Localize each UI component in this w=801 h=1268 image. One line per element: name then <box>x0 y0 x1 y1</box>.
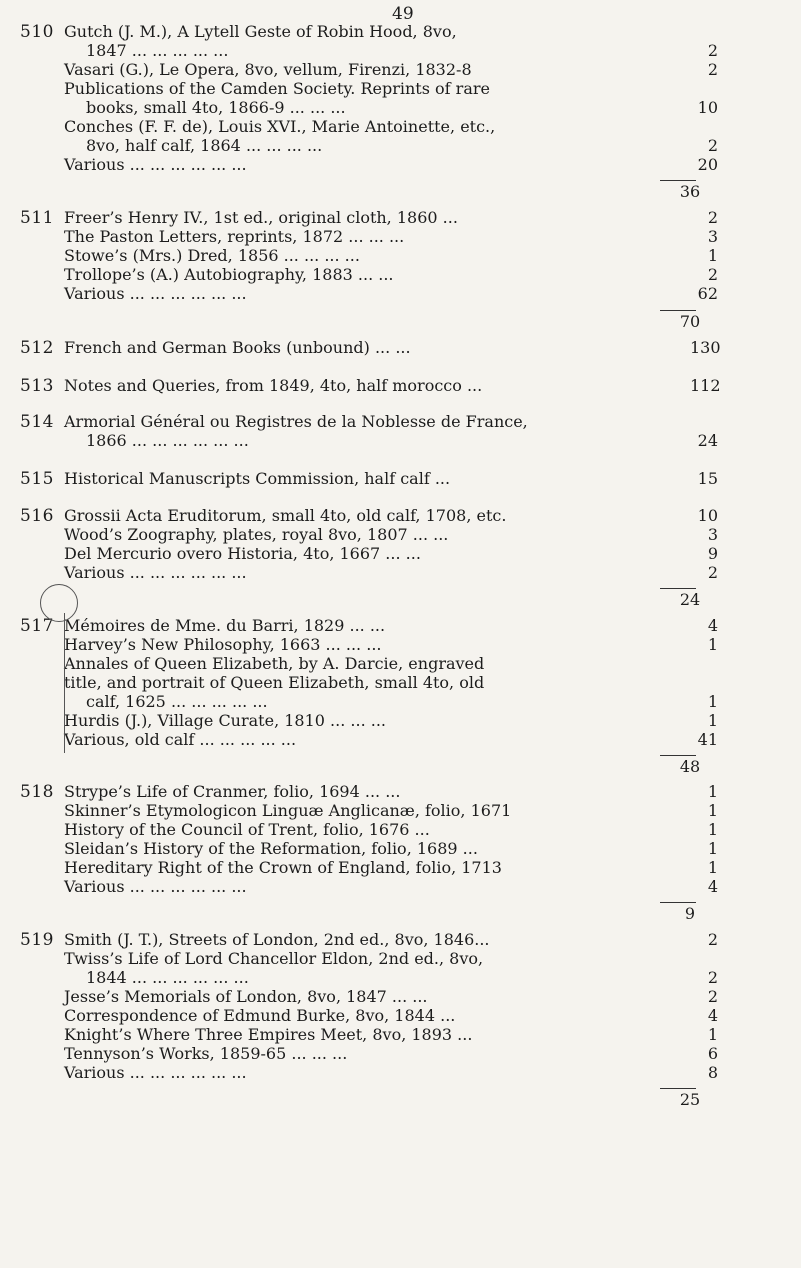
lot-entry: Historical Manuscripts Commission, half calf ... <box>64 469 451 488</box>
entry-count: 2 <box>707 987 718 1006</box>
lot-number: 515 <box>20 469 54 489</box>
lot-entry: calf, 1625 ... ... ... ... ... <box>86 692 268 711</box>
total-rule <box>660 1088 696 1089</box>
entry-count: 1 <box>707 839 718 858</box>
lot-entry: Tennyson’s Works, 1859-65 ... ... ... <box>64 1044 348 1063</box>
total-rule <box>660 310 696 311</box>
lot-entry: Publications of the Camden Society. Reprints of rare <box>64 79 490 98</box>
entry-count: 15 <box>697 469 718 488</box>
entry-count: 2 <box>707 60 718 79</box>
lot-entry: Skinner’s Etymologicon Linguæ Anglicanæ, folio, 1671 <box>64 801 512 820</box>
entry-count: 2 <box>707 41 718 60</box>
lot-entry: Hereditary Right of the Crown of England, folio, 1713 <box>64 858 502 877</box>
lot-entry: History of the Council of Trent, folio, 1676 ... <box>64 820 430 839</box>
lot-number: 513 <box>20 376 54 396</box>
lot-entry: Various ... ... ... ... ... ... <box>64 284 247 303</box>
entry-count: 1 <box>707 801 718 820</box>
entry-count: 1 <box>707 711 718 730</box>
entry-count: 112 <box>690 376 721 395</box>
lot-entry: Armorial Général ou Registres de la Noblesse de France, <box>64 412 528 431</box>
lot-entry: The Paston Letters, reprints, 1872 ... ... ... <box>64 227 405 246</box>
lot-total: 24 <box>679 590 701 609</box>
lot-entry: Freer’s Henry IV., 1st ed., original cloth, 1860 ... <box>64 208 458 227</box>
lot-entry: Various, old calf ... ... ... ... ... <box>64 730 297 749</box>
total-rule <box>660 755 696 756</box>
lot-entry: Various ... ... ... ... ... ... <box>64 155 247 174</box>
lot-number: 516 <box>20 506 54 526</box>
entry-count: 10 <box>697 506 718 525</box>
entry-count: 3 <box>707 227 718 246</box>
entry-count: 4 <box>707 877 718 896</box>
entry-count: 1 <box>707 246 718 265</box>
lot-number: 511 <box>20 208 54 228</box>
entry-count: 1 <box>707 820 718 839</box>
lot-number: 519 <box>20 930 54 950</box>
entry-count: 3 <box>707 525 718 544</box>
entry-count: 9 <box>707 544 718 563</box>
page-number: 49 <box>392 4 414 24</box>
lot-entry: Stowe’s (Mrs.) Dred, 1856 ... ... ... ... <box>64 246 360 265</box>
lot-total: 70 <box>679 312 701 331</box>
entry-count: 41 <box>697 730 718 749</box>
lot-entry: 1844 ... ... ... ... ... ... <box>86 968 249 987</box>
lot-entry: Correspondence of Edmund Burke, 8vo, 1844 ... <box>64 1006 456 1025</box>
lot-entry: Mémoires de Mme. du Barri, 1829 ... ... <box>64 616 386 635</box>
lot-entry: Jesse’s Memorials of London, 8vo, 1847 ... ... <box>64 987 428 1006</box>
lot-entry: 8vo, half calf, 1864 ... ... ... ... <box>86 136 323 155</box>
lot-number: 510 <box>20 22 54 42</box>
lot-entry: Wood’s Zoography, plates, royal 8vo, 1807 ... ... <box>64 525 449 544</box>
entry-count: 2 <box>707 265 718 284</box>
entry-count: 130 <box>690 338 721 357</box>
entry-count: 1 <box>707 782 718 801</box>
lot-total: 36 <box>679 182 701 201</box>
lot-entry: Knight’s Where Three Empires Meet, 8vo, 1893 ... <box>64 1025 473 1044</box>
entry-count: 20 <box>697 155 718 174</box>
lot-number: 517 <box>20 616 54 636</box>
lot-entry: Trollope’s (A.) Autobiography, 1883 ... ... <box>64 265 394 284</box>
lot-entry: books, small 4to, 1866-9 ... ... ... <box>86 98 346 117</box>
lot-entry: 1866 ... ... ... ... ... ... <box>86 431 249 450</box>
entry-count: 2 <box>707 563 718 582</box>
total-rule <box>660 902 696 903</box>
lot-entry: Strype’s Life of Cranmer, folio, 1694 ... ... <box>64 782 401 801</box>
entry-count: 4 <box>707 1006 718 1025</box>
lot-entry: Various ... ... ... ... ... ... <box>64 877 247 896</box>
lot-total: 48 <box>679 757 701 776</box>
entry-count: 1 <box>707 635 718 654</box>
lot-entry: Grossii Acta Eruditorum, small 4to, old calf, 1708, etc. <box>64 506 507 525</box>
entry-count: 10 <box>697 98 718 117</box>
lot-entry: Harvey’s New Philosophy, 1663 ... ... ... <box>64 635 382 654</box>
lot-entry: French and German Books (unbound) ... ... <box>64 338 411 357</box>
lot-entry: Gutch (J. M.), A Lytell Geste of Robin Hood, 8vo, <box>64 22 457 41</box>
total-rule <box>660 588 696 589</box>
lot-entry: Various ... ... ... ... ... ... <box>64 1063 247 1082</box>
lot-entry: Del Mercurio overo Historia, 4to, 1667 ... ... <box>64 544 421 563</box>
lot-total: 25 <box>679 1090 701 1109</box>
lot-entry: Conches (F. F. de), Louis XVI., Marie Antoinette, etc., <box>64 117 496 136</box>
total-rule <box>660 180 696 181</box>
lot-entry: Vasari (G.), Le Opera, 8vo, vellum, Firenzi, 1832-8 <box>64 60 472 79</box>
entry-count: 1 <box>707 692 718 711</box>
pencil-bracket <box>64 613 65 753</box>
entry-count: 2 <box>707 930 718 949</box>
lot-number: 518 <box>20 782 54 802</box>
entry-count: 2 <box>707 968 718 987</box>
entry-count: 1 <box>707 1025 718 1044</box>
entry-count: 6 <box>707 1044 718 1063</box>
lot-entry: title, and portrait of Queen Elizabeth, small 4to, old <box>64 673 485 692</box>
lot-entry: Various ... ... ... ... ... ... <box>64 563 247 582</box>
lot-total: 9 <box>684 904 696 923</box>
entry-count: 62 <box>697 284 718 303</box>
lot-number: 514 <box>20 412 54 432</box>
lot-entry: Notes and Queries, from 1849, 4to, half morocco ... <box>64 376 483 395</box>
pencil-circle-mark <box>40 584 78 622</box>
entry-count: 8 <box>707 1063 718 1082</box>
lot-entry: Hurdis (J.), Village Curate, 1810 ... ... ... <box>64 711 386 730</box>
entry-count: 1 <box>707 858 718 877</box>
lot-entry: Twiss’s Life of Lord Chancellor Eldon, 2nd ed., 8vo, <box>64 949 484 968</box>
entry-count: 2 <box>707 136 718 155</box>
entry-count: 2 <box>707 208 718 227</box>
lot-number: 512 <box>20 338 54 358</box>
lot-entry: 1847 ... ... ... ... ... <box>86 41 229 60</box>
lot-entry: Smith (J. T.), Streets of London, 2nd ed., 8vo, 1846... <box>64 930 490 949</box>
entry-count: 4 <box>707 616 718 635</box>
lot-entry: Sleidan’s History of the Reformation, folio, 1689 ... <box>64 839 478 858</box>
entry-count: 24 <box>697 431 718 450</box>
lot-entry: Annales of Queen Elizabeth, by A. Darcie, engraved <box>64 654 485 673</box>
